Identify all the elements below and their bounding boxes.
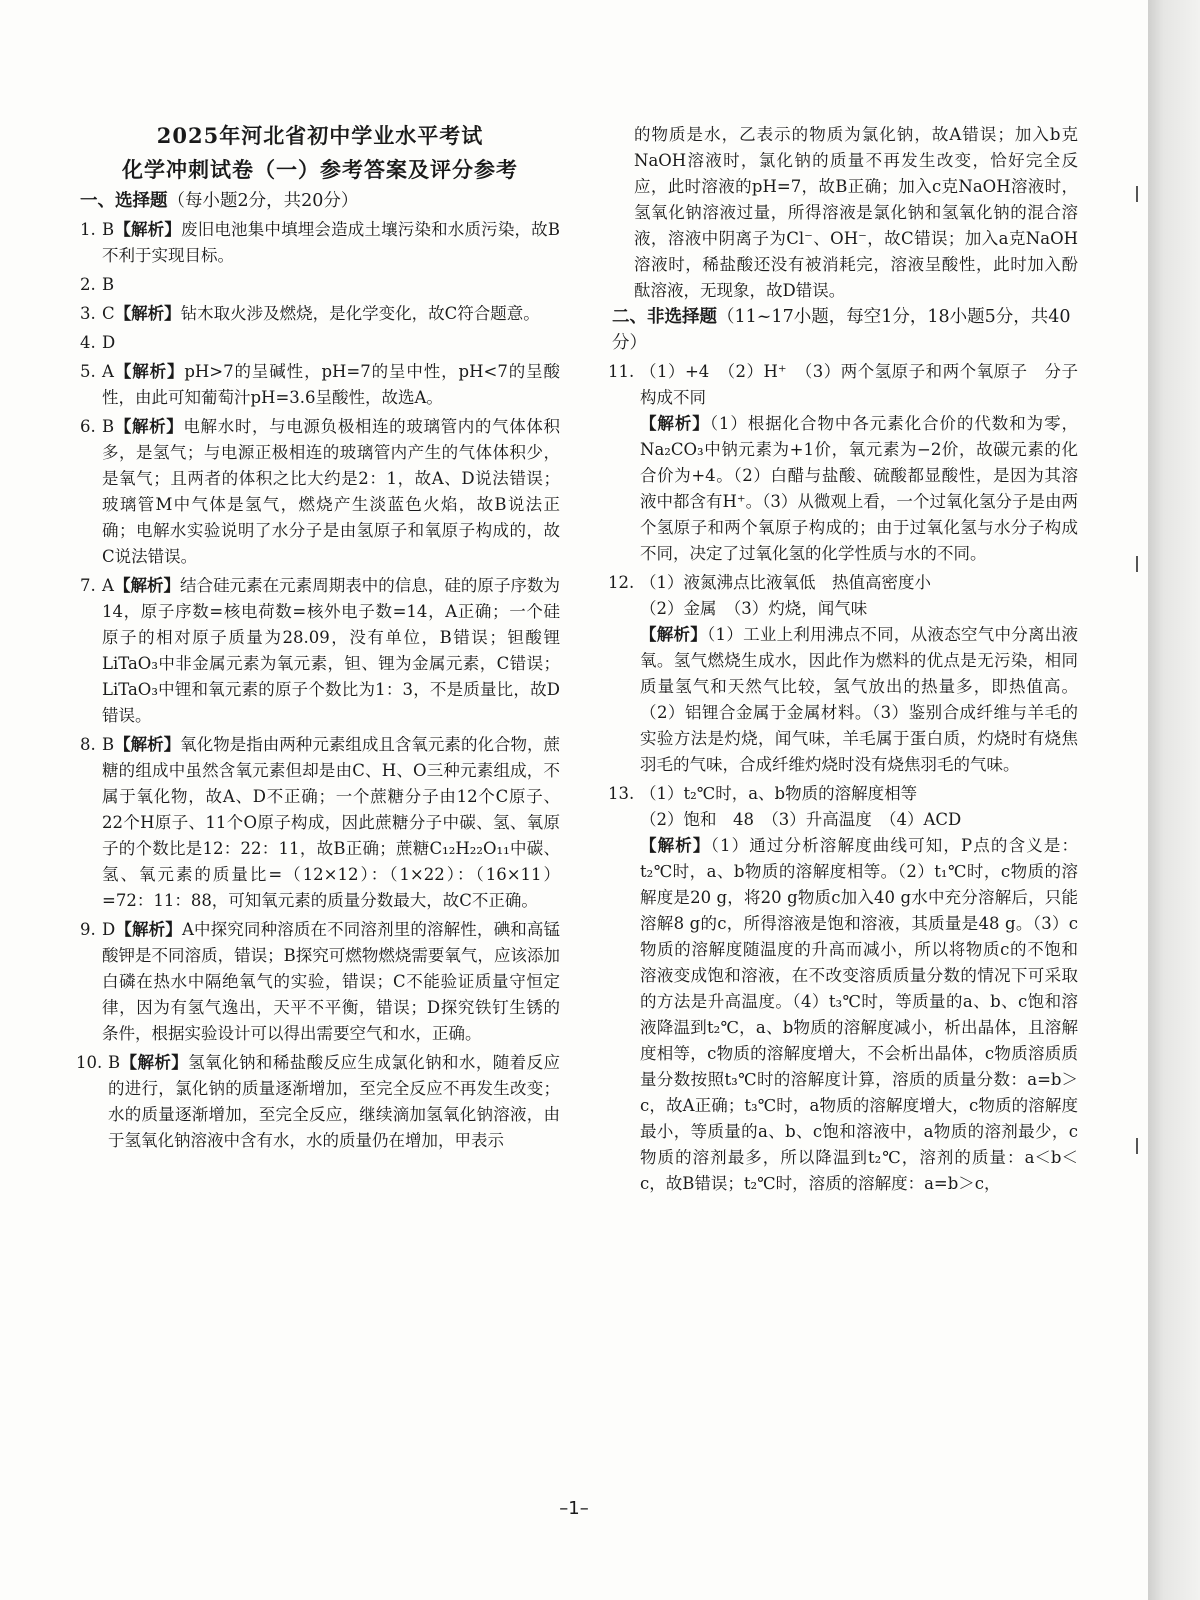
answer-item-12 — [608, 570, 1079, 778]
answer-item-2 — [80, 272, 560, 298]
item-answer: B — [108, 1053, 121, 1072]
item-number: 6. — [80, 417, 96, 436]
item-answer-line: （2）金属 （3）灼烧，闻气味 — [640, 599, 868, 618]
answer-item-9 — [80, 917, 560, 1047]
item-answer-line: （2）饱和 48 （3）升高温度 （4）ACD — [640, 810, 962, 829]
section-scoring-note: （11~17小题，每空1分，18小题5分，共40分） — [612, 307, 1071, 353]
item-number: 3. — [80, 304, 96, 323]
item-number: 5. — [80, 362, 96, 381]
left-column — [76, 120, 561, 1154]
analysis-tag: 【解析】 — [120, 1053, 189, 1072]
item-explanation: 氢氧化钠和稀盐酸反应生成氯化钠和水，随着反应的进行，氯化钠的质量逐渐增加，至完全反应不再发生改变；水的质量逐渐增加，至完全反应，继续滴加氢氧化钠溶液，由于氢氧化钠溶液中含有水，水的质量仍在增加，甲表示 — [108, 1053, 561, 1150]
item-number: 4. — [80, 333, 96, 352]
item-explanation: 结合硅元素在元素周期表中的信息，硅的原子序数为14，原子序数=核电荷数=核外电子数=14，A正确；一个硅原子的相对原子质量为28.09，没有单位，B错误；钽酸锂LiTaO₃中非金属元素为氧元素，钽、锂为金属元素，C错误；LiTaO₃中锂和氧元素的原子个数比为1：3，不是质量比，故D错误。 — [102, 576, 561, 725]
exam-title: 2025年河北省初中学业水平考试 — [156, 123, 484, 148]
analysis-tag: 【解析】 — [114, 735, 181, 754]
item-number: 8. — [80, 735, 96, 754]
section-heading-choice — [80, 188, 560, 214]
item-number: 12. — [608, 573, 635, 592]
item-number: 11. — [608, 362, 635, 381]
item-explanation: pH>7的呈碱性，pH=7的呈中性，pH<7的呈酸性，由此可知葡萄汁pH=3.6呈酸性，故选A。 — [102, 362, 560, 407]
answer-item-1 — [80, 217, 560, 269]
analysis-tag: 【解析】 — [113, 576, 181, 595]
analysis-tag: 【解析】 — [113, 362, 185, 381]
right-column — [608, 122, 1079, 1197]
item-answer: A — [102, 362, 114, 381]
analysis-tag: 【解析】 — [114, 304, 181, 323]
item-answer: D — [102, 333, 116, 352]
page-number: –1– — [559, 1498, 589, 1519]
analysis-tag: 【解析】 — [114, 220, 182, 239]
item-explanation: 电解水时，与电源负极相连的玻璃管内的气体体积多，是氢气；与电源正极相连的玻璃管内产生的气体体积少，是氧气；且两者的体积之比大约是2：1，故A、D说法错误；玻璃管M中气体是氢气，燃烧产生淡蓝色火焰，故B说法正确；电解水实验说明了水分子是由氢原子和氧原子构成的，故C说法错误。 — [102, 417, 561, 566]
item-answer-line: （1）+4 （2）H⁺ （3）两个氢原子和两个氧原子 分子构成不同 — [640, 362, 1078, 407]
section-heading-nonchoice — [612, 304, 1078, 356]
binding-mark — [1136, 556, 1138, 572]
item-explanation: A中探究同种溶质在不同溶剂里的溶解性，碘和高锰酸钾是不同溶质，错误；B探究可燃物燃烧需要氧气，应该添加白磷在热水中隔绝氧气的实验，错误；C不能验证质量守恒定律，因为有氢气逸出，天平不平衡，错误；D探究铁钉生锈的条件，根据实验设计可以得出需要空气和水，正确。 — [102, 920, 561, 1043]
answer-item-4 — [80, 330, 560, 356]
analysis-tag: 【解析】 — [115, 920, 182, 939]
item-answer: B — [102, 735, 115, 754]
analysis-tag: 【解析】 — [640, 625, 708, 644]
item-explanation: 钻木取火涉及燃烧，是化学变化，故C符合题意。 — [180, 304, 540, 323]
item-number: 7. — [80, 576, 96, 595]
analysis-tag: 【解析】 — [640, 414, 710, 433]
item-explanation: （1）工业上利用沸点不同，从液态空气中分离出液氧。氢气燃烧生成水，因此作为燃料的优点是无污染，相同质量氢气和天然气比较，氢气放出的热量多，即热值高。（2）铝锂合金属于金属材料。（3）鉴别合成纤维与羊毛的实验方法是灼烧，闻气味，羊毛属于蛋白质，灼烧时有烧焦羽毛的气味，合成纤维灼烧时没有烧焦羽毛的气味。 — [640, 625, 1079, 774]
item-number: 2. — [80, 275, 96, 294]
answer-item-11 — [608, 359, 1079, 567]
item-10-continuation: 的物质是水，乙表示的物质为氯化钠，故A错误；加入b克NaOH溶液时，氯化钠的质量不再发生改变，恰好完全反应，此时溶液的pH=7，故B正确；加入c克NaOH溶液时，氢氧化钠溶液过量，所得溶液是氯化钠和氢氧化钠的混合溶液，溶液中阴离子为Cl⁻、OH⁻，故C错误；加入a克NaOH溶液时，稀盐酸还没有被消耗完，溶液呈酸性，此时加入酚酞溶液，无现象，故D错误。 — [634, 125, 1078, 300]
answer-item-13 — [608, 781, 1079, 1197]
section-scoring-note: （每小题2分，共20分） — [167, 191, 359, 211]
item-answer: D — [102, 920, 116, 939]
item-explanation: 氧化物是指由两种元素组成且含氧元素的化合物，蔗糖的组成中虽然含氧元素但却是由C、H、O三种元素组成，不属于氧化物，故A、D不正确；一个蔗糖分子由12个C原子、22个H原子、11个O原子构成，因此蔗糖分子中碳、氢、氧原子的个数比是12：22：11，故B正确；蔗糖C₁₂H₂₂O₁₁中碳、氢、氧元素的质量比=（12×12）：（1×22）：（16×11）=72：11：88，可知氧元素的质量分数最大，故C不正确。 — [102, 735, 561, 910]
section-heading-label: 一、选择题 — [80, 191, 168, 211]
item-explanation: 废旧电池集中填埋会造成土壤污染和水质污染，故B不利于实现目标。 — [102, 220, 560, 265]
answer-item-6 — [80, 414, 560, 570]
section-heading-label: 二、非选择题 — [612, 307, 717, 327]
analysis-tag: 【解析】 — [114, 417, 184, 436]
answer-item-5 — [80, 359, 560, 411]
item-explanation: （1）通过分析溶解度曲线可知，P点的含义是：t₂℃时，a、b物质的溶解度相等。（2）t₁℃时，c物质的溶解度是20 g，将20 g物质c加入40 g水中充分溶解后，只能溶解8 g的c，所得溶液是饱和溶液，其质量是48 g。（3）c物质的溶解度随温度的升高而减小，所以将物质c的不饱和溶液变成饱和溶液，在不改变溶质质量分数的情况下可采取的方法是升高温度。（4）t₃℃时，等质量的a、b、c饱和溶液降温到t₂℃，a、b物质的溶解度减小，析出晶体，且溶解度相等，c物质的溶解度增大，不会析出晶体，c物质溶质质量分数按照t₃℃时的溶解度计算，溶质的质量分数：a=b＞c，故A正确；t₃℃时，a物质的溶解度增大，c物质的溶解度最小，等质量的a、b、c饱和溶液中，a物质的溶剂最少，c物质的溶剂最多，所以降温到t₂℃，溶剂的质量：a＜b＜c，故B错误；t₂℃时，溶质的溶解度：a=b＞c， — [640, 836, 1079, 1193]
answer-item-10 — [76, 1050, 561, 1154]
answer-item-3 — [80, 301, 560, 327]
item-explanation: （1）根据化合物中各元素化合价的代数和为零，Na₂CO₃中钠元素为+1价，氧元素为−2价，故碳元素的化合价为+4。（2）白醋与盐酸、硫酸都显酸性，是因为其溶液中都含有H⁺。（3）从微观上看，一个过氧化氢分子是由两个氢原子和两个氧原子构成的；由于过氧化氢与水分子构成不同，决定了过氧化氢的化学性质与水的不同。 — [640, 414, 1079, 563]
item-answer: B — [102, 275, 115, 294]
item-answer: C — [102, 304, 115, 323]
item-number: 1. — [80, 220, 96, 239]
item-answer: A — [102, 576, 114, 595]
item-number: 13. — [608, 784, 635, 803]
answer-item-8 — [80, 732, 560, 914]
binding-mark — [1136, 1138, 1138, 1154]
item-answer-line: （1）液氮沸点比液氧低 热值高密度小 — [640, 573, 931, 592]
answer-item-7 — [80, 573, 560, 729]
item-answer: B — [102, 220, 115, 239]
item-number: 9. — [80, 920, 96, 939]
item-number: 10. — [76, 1053, 103, 1072]
item-answer-line: （1）t₂℃时，a、b物质的溶解度相等 — [640, 784, 918, 803]
answer-key-title: 化学冲刺试卷（一）参考答案及评分参考 — [122, 157, 518, 182]
binding-mark — [1136, 186, 1138, 202]
page-edge-shadow — [1148, 0, 1200, 1600]
analysis-tag: 【解析】 — [640, 836, 711, 855]
item-answer: B — [102, 417, 115, 436]
